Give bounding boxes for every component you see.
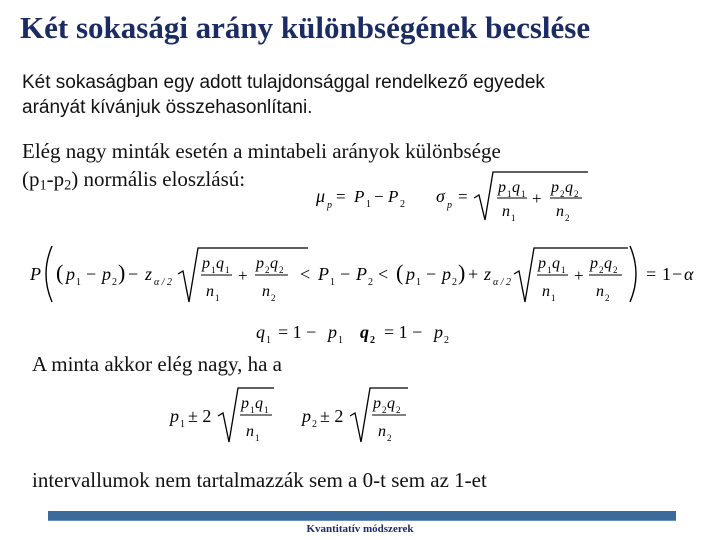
- svg-text:1: 1: [255, 433, 260, 443]
- svg-text:1: 1: [264, 405, 269, 415]
- svg-text:+: +: [468, 264, 479, 284]
- svg-text:p: p: [302, 406, 311, 426]
- svg-text:= 1 −: = 1 −: [384, 322, 423, 342]
- mean-sd-formula: [310, 168, 600, 226]
- svg-text:2: 2: [400, 199, 405, 210]
- svg-text:p: p: [327, 200, 332, 211]
- svg-text:q: q: [270, 255, 278, 272]
- svg-text:1: 1: [225, 265, 230, 275]
- svg-text:2: 2: [605, 293, 610, 303]
- svg-text:−: −: [128, 264, 139, 284]
- svg-text:2: 2: [370, 335, 375, 346]
- svg-text:p: p: [442, 264, 451, 284]
- interval-check-formula: [166, 384, 416, 446]
- svg-text:n: n: [206, 283, 214, 300]
- svg-text:): ): [118, 260, 126, 285]
- svg-text:−: −: [340, 264, 351, 284]
- svg-text:p: p: [447, 200, 452, 211]
- svg-text:2: 2: [312, 419, 317, 430]
- svg-text:1: 1: [266, 335, 271, 346]
- svg-text:q: q: [387, 395, 395, 412]
- q-definitions-formula: [252, 318, 462, 348]
- svg-text:p: p: [66, 264, 75, 284]
- svg-text:q: q: [565, 179, 573, 196]
- svg-text:p: p: [202, 255, 210, 272]
- svg-text:n: n: [502, 203, 510, 220]
- svg-text:): ): [458, 260, 466, 285]
- svg-text:q: q: [512, 179, 520, 196]
- svg-text:2: 2: [444, 335, 449, 346]
- svg-text:+: +: [532, 189, 542, 208]
- svg-text:α / 2: α / 2: [493, 277, 512, 288]
- svg-text:n: n: [556, 203, 564, 220]
- condition-line-1: Elég nagy minták esetén a mintabeli arányok különbsége: [22, 139, 501, 163]
- svg-text:p: p: [538, 255, 546, 272]
- svg-text:=: =: [646, 264, 657, 284]
- svg-text:α / 2: α / 2: [154, 277, 173, 288]
- svg-text:1: 1: [211, 265, 216, 275]
- svg-text:2: 2: [560, 189, 565, 199]
- svg-text:± 2: ± 2: [320, 406, 344, 426]
- svg-text:2: 2: [387, 433, 392, 443]
- svg-text:2: 2: [368, 277, 373, 288]
- interval-note-text: intervallumok nem tartalmazzák sem a 0-t sem az 1-et: [32, 468, 487, 492]
- svg-text:=: =: [458, 187, 468, 206]
- confidence-interval-formula: [28, 240, 696, 308]
- svg-text:2: 2: [574, 189, 579, 199]
- svg-text:<: <: [300, 264, 311, 284]
- svg-text:n: n: [262, 283, 270, 300]
- svg-text:−: −: [86, 264, 97, 284]
- svg-text:(: (: [56, 260, 64, 285]
- intro-line-1: Két sokaságban egy adott tulajdonsággal rendelkező egyedek: [22, 72, 545, 93]
- svg-text:1: 1: [338, 335, 343, 346]
- svg-text:2: 2: [396, 405, 401, 415]
- footer-divider: [48, 520, 676, 521]
- svg-text:2: 2: [599, 265, 604, 275]
- svg-text:μ: μ: [316, 186, 326, 206]
- svg-text:P: P: [30, 264, 41, 284]
- svg-text:1: 1: [250, 405, 255, 415]
- svg-text:p: p: [373, 395, 381, 412]
- svg-text:q: q: [255, 395, 263, 412]
- svg-text:p: p: [590, 255, 598, 272]
- svg-text:2: 2: [613, 265, 618, 275]
- svg-text:q: q: [216, 255, 224, 272]
- svg-text:1: 1: [511, 213, 516, 223]
- svg-text:n: n: [378, 423, 386, 440]
- svg-text:p: p: [102, 264, 111, 284]
- svg-text:2: 2: [452, 277, 457, 288]
- svg-text:2: 2: [271, 293, 276, 303]
- svg-text:p: p: [170, 406, 179, 426]
- svg-text:−: −: [426, 264, 437, 284]
- svg-text:1: 1: [76, 277, 81, 288]
- svg-text:z: z: [145, 264, 153, 284]
- svg-text:= 1 −: = 1 −: [278, 322, 317, 342]
- condition-line-2: $(p_1-p_2)$ normális eloszlású:: [22, 167, 246, 194]
- svg-text:2: 2: [382, 405, 387, 415]
- svg-text:P: P: [318, 264, 329, 284]
- svg-text:σ: σ: [436, 186, 445, 206]
- svg-text:p: p: [241, 395, 249, 412]
- svg-text:z: z: [484, 264, 492, 284]
- svg-text:+: +: [238, 266, 248, 285]
- svg-text:1: 1: [561, 265, 566, 275]
- svg-text:−: −: [374, 187, 384, 206]
- svg-text:p: p: [498, 179, 506, 196]
- svg-text:α: α: [684, 264, 694, 284]
- svg-text:+: +: [574, 266, 584, 285]
- svg-text:q: q: [256, 322, 265, 342]
- svg-text:=: =: [336, 187, 346, 206]
- svg-text:1: 1: [521, 189, 526, 199]
- svg-text:q: q: [604, 255, 612, 272]
- svg-text:n: n: [542, 283, 550, 300]
- svg-text:P: P: [388, 187, 399, 206]
- svg-text:P: P: [354, 187, 365, 206]
- svg-text:1: 1: [662, 264, 671, 284]
- svg-text:q: q: [552, 255, 560, 272]
- svg-text:p: p: [551, 179, 559, 196]
- svg-text:(: (: [396, 260, 404, 285]
- svg-text:n: n: [596, 283, 604, 300]
- svg-text:1: 1: [547, 265, 552, 275]
- svg-text:n: n: [246, 423, 254, 440]
- svg-text:−: −: [672, 264, 683, 284]
- svg-text:P: P: [356, 264, 367, 284]
- svg-text:1: 1: [215, 293, 220, 303]
- footer-caption: Kvantitatív módszerek: [306, 523, 414, 535]
- svg-text:2: 2: [265, 265, 270, 275]
- svg-text:p: p: [256, 255, 264, 272]
- svg-text:1: 1: [330, 277, 335, 288]
- svg-text:2: 2: [279, 265, 284, 275]
- svg-text:1: 1: [416, 277, 421, 288]
- svg-text:2: 2: [565, 213, 570, 223]
- svg-text:1: 1: [507, 189, 512, 199]
- svg-text:1: 1: [366, 199, 371, 210]
- svg-text:± 2: ± 2: [188, 406, 212, 426]
- svg-text:<: <: [378, 264, 389, 284]
- page-title: Két sokasági arány különbségének becslése: [20, 10, 591, 45]
- svg-text:q: q: [360, 322, 369, 342]
- svg-text:1: 1: [551, 293, 556, 303]
- large-sample-text: A minta akkor elég nagy, ha a: [32, 352, 282, 376]
- svg-text:1: 1: [180, 419, 185, 430]
- intro-line-2: arányát kívánjuk összehasonlítani.: [22, 97, 313, 118]
- svg-text:p: p: [328, 322, 337, 342]
- svg-text:p: p: [434, 322, 443, 342]
- svg-text:2: 2: [112, 277, 117, 288]
- intro-paragraph: [22, 70, 545, 120]
- svg-text:p: p: [406, 264, 415, 284]
